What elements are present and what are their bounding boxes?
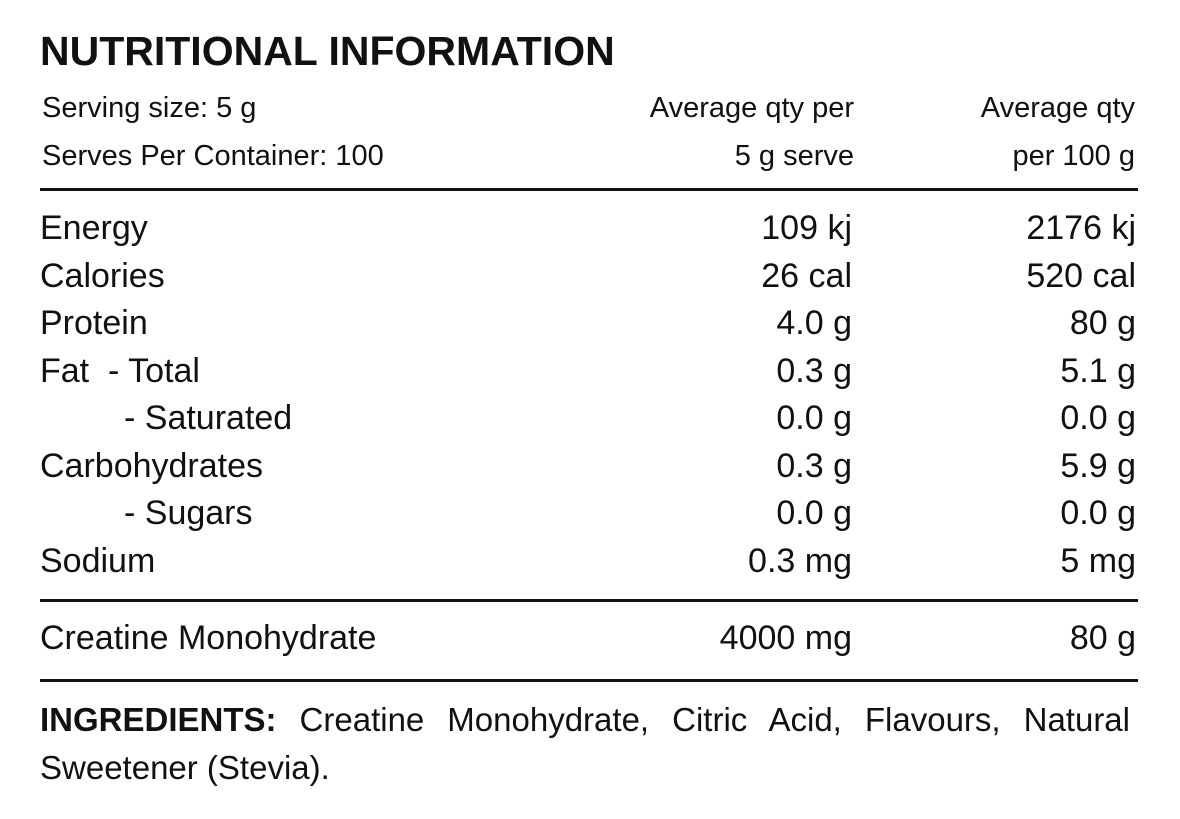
- per-100g-value: 5.1 g: [1060, 351, 1136, 390]
- table-row: [40, 300, 1136, 348]
- panel-title: NUTRITIONAL INFORMATION: [40, 28, 615, 74]
- creatine-name: Creatine Monohydrate: [40, 619, 377, 657]
- serves-per-container: Serves Per Container: 100: [42, 140, 384, 172]
- per-100g-value: 80 g: [1069, 304, 1136, 342]
- per-serve-value: 0.0 g: [776, 399, 852, 437]
- table-row: [40, 538, 1136, 586]
- per-100g-value: 2176 kj: [1026, 209, 1136, 247]
- column-header-per-serve-line2: 5 g serve: [734, 140, 854, 172]
- per-serve-value: 0.3 mg: [748, 541, 852, 580]
- per-serve-value: 0.0 g: [776, 494, 852, 532]
- per-100g-value: 0.0 g: [1060, 494, 1136, 532]
- per-serve-value: 26 cal: [761, 256, 852, 295]
- serving-info: [42, 84, 384, 180]
- table-row: [40, 348, 1136, 396]
- column-header-per-serve: [650, 84, 854, 180]
- per-100g-value: 520 cal: [1026, 256, 1136, 295]
- column-header-per-100g-line2: per 100 g: [1012, 140, 1135, 172]
- per-100g-value: 5 mg: [1060, 541, 1136, 580]
- table-row: [40, 253, 1136, 301]
- nutrient-name: Carbohydrates: [40, 446, 264, 485]
- table-row: [40, 490, 1136, 538]
- per-100g-value: 0.0 g: [1060, 399, 1136, 437]
- creatine-row: [40, 614, 1136, 662]
- table-row: [40, 205, 1136, 253]
- table-row: [40, 443, 1136, 491]
- divider-ingredients: [40, 679, 1138, 682]
- nutrient-table: [40, 205, 1136, 585]
- column-header-per-100g: [981, 84, 1135, 180]
- per-serve-value: 0.3 g: [776, 446, 852, 485]
- ingredients-label: INGREDIENTS:: [40, 701, 277, 738]
- table-row: [40, 395, 1136, 443]
- ingredients-block: [40, 696, 1130, 792]
- column-header-per-100g-line1: Average qty: [980, 92, 1135, 124]
- nutrient-name: - Sugars: [124, 494, 253, 532]
- per-serve-value: 4.0 g: [776, 304, 852, 342]
- serving-size: Serving size: 5 g: [42, 92, 257, 124]
- ingredients-text: Creatine Monohydrate, Citric Acid, Flavours, Natural Sweetener (Stevia).: [40, 701, 1130, 786]
- per-serve-value: 0.3 g: [776, 351, 852, 390]
- nutrient-name: Calories: [40, 256, 165, 295]
- creatine-per-100g: 80 g: [1069, 619, 1136, 657]
- divider-header: [40, 188, 1138, 191]
- nutrient-name: - Saturated: [124, 399, 293, 437]
- per-100g-value: 5.9 g: [1060, 446, 1136, 485]
- per-serve-value: 109 kj: [761, 209, 852, 247]
- creatine-per-serve: 4000 mg: [719, 619, 852, 657]
- column-header-per-serve-line1: Average qty per: [649, 92, 854, 124]
- divider-creatine: [40, 599, 1138, 602]
- nutrient-name: Sodium: [40, 541, 156, 580]
- nutrient-name: Protein: [40, 304, 148, 342]
- nutrient-name: Energy: [40, 209, 148, 247]
- nutrient-name: Fat - Total: [40, 351, 200, 390]
